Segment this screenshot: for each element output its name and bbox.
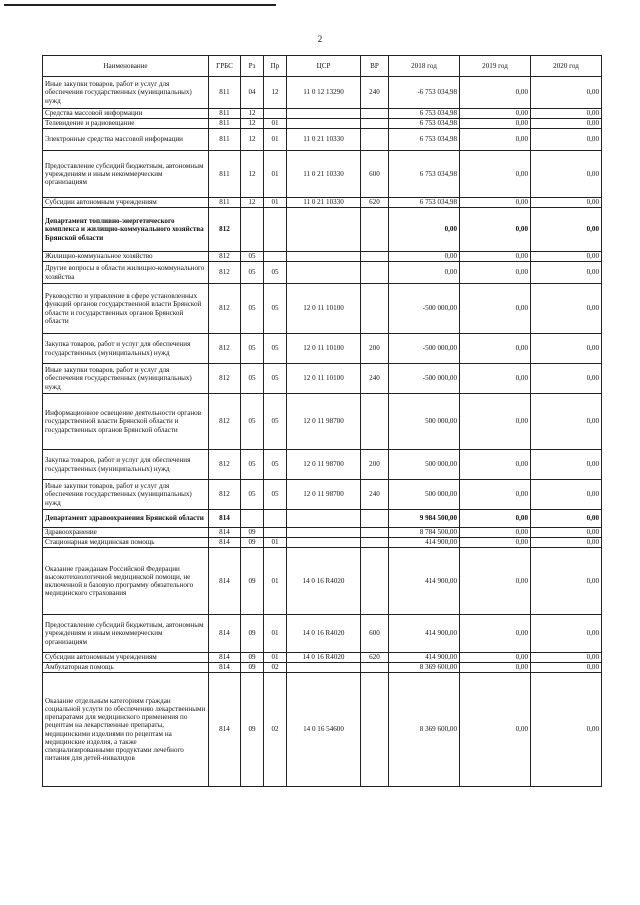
cell-csr: 11 0 21 10330 [287,198,361,208]
cell-name: Предоставление субсидий бюджетным, автономным учреждениям и иным некоммерческим организациям [43,615,209,653]
cell-csr: 14 0 16 R4020 [287,653,361,663]
cell-name: Субсидии автономным учреждениям [43,198,209,208]
cell-y2020: 0,00 [531,548,602,615]
cell-y2019: 0,00 [460,528,531,538]
cell-csr [287,262,361,284]
table-row [43,548,602,615]
cell-y2018: 6 753 034,98 [389,119,460,129]
cell-y2020: 0,00 [531,653,602,663]
cell-vr [361,538,389,548]
cell-y2018: 8 369 600,00 [389,673,460,787]
cell-y2019: 0,00 [460,673,531,787]
cell-y2020: 0,00 [531,480,602,510]
cell-grbs: 814 [209,615,241,653]
cell-pr: 02 [264,673,287,787]
cell-pr: 01 [264,653,287,663]
cell-y2019: 0,00 [460,109,531,119]
cell-csr: 14 0 16 R4020 [287,548,361,615]
cell-vr: 200 [361,450,389,480]
cell-csr: 12 0 11 10100 [287,284,361,334]
cell-grbs: 812 [209,334,241,364]
cell-pr [264,510,287,528]
cell-y2018: 0,00 [389,252,460,262]
cell-y2019: 0,00 [460,262,531,284]
col-header-name: Наименование [43,56,209,77]
cell-csr: 12 0 11 98700 [287,394,361,450]
cell-name: Закупка товаров, работ и услуг для обеспечения государственных (муниципальных) нужд [43,450,209,480]
cell-name: Информационное освещение деятельности органов государственной власти Брянской области и государственных органов Брянской области [43,394,209,450]
cell-y2018: 6 753 034,98 [389,198,460,208]
col-header-grbs: ГРБС [209,56,241,77]
cell-y2019: 0,00 [460,450,531,480]
cell-rz: 09 [241,538,264,548]
cell-csr: 11 0 21 10330 [287,129,361,151]
cell-y2018: 9 984 500,00 [389,510,460,528]
table-row [43,334,602,364]
cell-y2018: 6 753 034,98 [389,109,460,119]
cell-name: Предоставление субсидий бюджетным, автономным учреждениям и иным некоммерческим организациям [43,151,209,198]
cell-rz: 05 [241,252,264,262]
cell-name: Оказание гражданам Российской Федерации высокотехнологичной медицинской помощи, не включенной в базовую программу обязательного медицинского страхования [43,548,209,615]
cell-name: Оказание отдельным категориям граждан социальной услуги по обеспечению лекарственными препаратами для медицинского применения по рецептам на лекарственные препараты, медицинскими изделиями по рецептам на медицинские изделия, а также специализированными продуктами лечебного питания для детей-инвалидов [43,673,209,787]
cell-csr [287,119,361,129]
cell-pr [264,208,287,252]
cell-pr: 05 [264,450,287,480]
cell-y2020: 0,00 [531,262,602,284]
cell-csr [287,538,361,548]
table-row [43,663,602,673]
cell-grbs: 811 [209,109,241,119]
cell-pr [264,252,287,262]
col-header-2020: 2020 год [531,56,602,77]
cell-rz: 09 [241,548,264,615]
cell-rz: 09 [241,663,264,673]
cell-pr: 05 [264,262,287,284]
cell-rz: 05 [241,284,264,334]
cell-y2019: 0,00 [460,151,531,198]
cell-vr: 600 [361,151,389,198]
cell-rz: 05 [241,450,264,480]
cell-y2020: 0,00 [531,77,602,109]
header-row [43,56,602,77]
table-row [43,77,602,109]
cell-grbs: 814 [209,673,241,787]
table-row [43,119,602,129]
top-rule [4,4,276,6]
cell-pr: 05 [264,394,287,450]
cell-vr [361,129,389,151]
cell-y2018: 6 753 034,98 [389,151,460,198]
cell-rz: 04 [241,77,264,109]
cell-grbs: 814 [209,528,241,538]
cell-rz: 09 [241,653,264,663]
table-row [43,450,602,480]
cell-grbs: 812 [209,262,241,284]
cell-y2019: 0,00 [460,198,531,208]
cell-pr: 12 [264,77,287,109]
cell-grbs: 812 [209,208,241,252]
cell-csr: 12 0 11 10100 [287,334,361,364]
cell-name: Стационарная медицинская помощь [43,538,209,548]
cell-rz: 12 [241,151,264,198]
cell-rz: 05 [241,364,264,394]
cell-y2020: 0,00 [531,129,602,151]
cell-vr: 200 [361,334,389,364]
table-row [43,480,602,510]
cell-y2018: 500 000,00 [389,394,460,450]
cell-rz: 09 [241,615,264,653]
cell-pr [264,528,287,538]
cell-y2020: 0,00 [531,208,602,252]
cell-csr [287,510,361,528]
cell-csr: 11 0 21 10330 [287,151,361,198]
table-row [43,538,602,548]
cell-y2019: 0,00 [460,548,531,615]
cell-y2018: 414 900,00 [389,615,460,653]
cell-grbs: 812 [209,364,241,394]
cell-y2020: 0,00 [531,673,602,787]
cell-rz: 05 [241,262,264,284]
cell-vr [361,262,389,284]
cell-vr [361,119,389,129]
cell-csr [287,252,361,262]
cell-grbs: 812 [209,284,241,334]
cell-pr: 01 [264,151,287,198]
cell-grbs: 812 [209,450,241,480]
cell-name: Руководство и управление в сфере установленных функций органов государственной власти Брянской области и государственных органов Брянской области [43,284,209,334]
cell-vr: 240 [361,480,389,510]
cell-y2020: 0,00 [531,394,602,450]
cell-rz [241,208,264,252]
cell-name: Закупка товаров, работ и услуг для обеспечения государственных (муниципальных) нужд [43,334,209,364]
col-header-2018: 2018 год [389,56,460,77]
table-row [43,252,602,262]
table-row [43,151,602,198]
table-row [43,262,602,284]
cell-y2019: 0,00 [460,252,531,262]
cell-rz: 12 [241,119,264,129]
cell-y2020: 0,00 [531,364,602,394]
table-row [43,653,602,663]
cell-y2020: 0,00 [531,119,602,129]
cell-name: Телевидение и радиовещание [43,119,209,129]
cell-vr [361,548,389,615]
cell-grbs: 811 [209,198,241,208]
cell-rz: 12 [241,198,264,208]
cell-grbs: 814 [209,653,241,663]
col-header-csr: ЦСР [287,56,361,77]
cell-csr [287,208,361,252]
cell-name: Здравоохранение [43,528,209,538]
cell-vr: 240 [361,364,389,394]
cell-grbs: 811 [209,119,241,129]
col-header-vr: ВР [361,56,389,77]
cell-grbs: 811 [209,77,241,109]
cell-rz: 09 [241,673,264,787]
col-header-pr: Пр [264,56,287,77]
cell-y2018: -500 000,00 [389,334,460,364]
table-row [43,284,602,334]
cell-vr: 620 [361,653,389,663]
cell-rz: 05 [241,334,264,364]
cell-rz: 12 [241,129,264,151]
cell-y2018: -6 753 034,98 [389,77,460,109]
cell-csr: 14 0 16 R4020 [287,615,361,653]
cell-y2020: 0,00 [531,151,602,198]
cell-grbs: 814 [209,548,241,615]
cell-y2019: 0,00 [460,334,531,364]
page-number: 2 [317,34,323,44]
cell-grbs: 811 [209,151,241,198]
table-row [43,528,602,538]
cell-y2019: 0,00 [460,615,531,653]
table-row [43,208,602,252]
cell-name: Иные закупки товаров, работ и услуг для обеспечения государственных (муниципальных) нужд [43,364,209,394]
cell-csr: 11 0 12 13290 [287,77,361,109]
cell-grbs: 811 [209,129,241,151]
table-row [43,394,602,450]
cell-y2019: 0,00 [460,480,531,510]
cell-vr [361,673,389,787]
cell-pr: 01 [264,129,287,151]
cell-y2018: 8 369 600,00 [389,663,460,673]
cell-y2019: 0,00 [460,510,531,528]
cell-pr: 02 [264,663,287,673]
cell-vr [361,109,389,119]
cell-vr [361,394,389,450]
cell-vr: 600 [361,615,389,653]
cell-csr: 14 0 16 54600 [287,673,361,787]
cell-vr [361,663,389,673]
cell-rz [241,510,264,528]
cell-y2020: 0,00 [531,334,602,364]
cell-vr [361,528,389,538]
cell-pr: 01 [264,548,287,615]
cell-y2018: 500 000,00 [389,450,460,480]
cell-y2020: 0,00 [531,252,602,262]
table-body [43,77,602,787]
cell-grbs: 812 [209,394,241,450]
cell-y2020: 0,00 [531,284,602,334]
cell-rz: 12 [241,109,264,119]
cell-pr: 05 [264,364,287,394]
cell-y2018: 0,00 [389,262,460,284]
cell-vr [361,284,389,334]
cell-y2018: 414 900,00 [389,548,460,615]
cell-y2019: 0,00 [460,394,531,450]
cell-rz: 05 [241,394,264,450]
cell-name: Департамент здравоохранения Брянской области [43,510,209,528]
cell-csr: 12 0 11 98700 [287,480,361,510]
cell-grbs: 814 [209,538,241,548]
cell-y2019: 0,00 [460,538,531,548]
cell-rz: 09 [241,528,264,538]
cell-y2020: 0,00 [531,510,602,528]
table-row [43,510,602,528]
cell-csr [287,528,361,538]
cell-grbs: 814 [209,663,241,673]
cell-y2018: -500 000,00 [389,284,460,334]
cell-y2019: 0,00 [460,284,531,334]
cell-csr [287,663,361,673]
cell-name: Жилищно-коммунальное хозяйство [43,252,209,262]
cell-y2018: 8 784 500,00 [389,528,460,538]
cell-y2020: 0,00 [531,538,602,548]
cell-name: Субсидии автономным учреждениям [43,653,209,663]
cell-grbs: 812 [209,252,241,262]
cell-y2019: 0,00 [460,129,531,151]
cell-name: Департамент топливно-энергетического комплекса и жилищно-коммунального хозяйства Брянской области [43,208,209,252]
cell-pr: 05 [264,334,287,364]
cell-name: Средства массовой информации [43,109,209,119]
table-row [43,673,602,787]
cell-y2018: 414 900,00 [389,653,460,663]
cell-y2018: 6 753 034,98 [389,129,460,151]
cell-y2020: 0,00 [531,663,602,673]
cell-pr: 05 [264,480,287,510]
table-row [43,198,602,208]
table-row [43,615,602,653]
cell-y2020: 0,00 [531,615,602,653]
cell-y2018: 500 000,00 [389,480,460,510]
cell-y2018: 0,00 [389,208,460,252]
cell-name: Иные закупки товаров, работ и услуг для обеспечения государственных (муниципальных) нужд [43,480,209,510]
cell-vr: 240 [361,77,389,109]
table-row [43,109,602,119]
col-header-rz: Рз [241,56,264,77]
cell-vr: 620 [361,198,389,208]
cell-name: Амбулаторная помощь [43,663,209,673]
cell-pr [264,109,287,119]
cell-y2018: -500 000,00 [389,364,460,394]
cell-y2020: 0,00 [531,450,602,480]
cell-csr [287,109,361,119]
cell-vr [361,510,389,528]
cell-y2019: 0,00 [460,663,531,673]
cell-name: Другие вопросы в области жилищно-коммунального хозяйства [43,262,209,284]
cell-pr: 01 [264,198,287,208]
cell-name: Иные закупки товаров, работ и услуг для обеспечения государственных (муниципальных) нужд [43,77,209,109]
cell-y2020: 0,00 [531,198,602,208]
cell-y2019: 0,00 [460,208,531,252]
table-row [43,129,602,151]
col-header-2019: 2019 год [460,56,531,77]
cell-pr: 01 [264,538,287,548]
cell-y2018: 414 900,00 [389,538,460,548]
cell-vr [361,252,389,262]
cell-y2020: 0,00 [531,109,602,119]
cell-y2019: 0,00 [460,77,531,109]
cell-vr [361,208,389,252]
cell-pr: 05 [264,284,287,334]
cell-csr: 12 0 11 98700 [287,450,361,480]
cell-y2019: 0,00 [460,364,531,394]
cell-y2020: 0,00 [531,528,602,538]
cell-pr: 01 [264,615,287,653]
cell-name: Электронные средства массовой информации [43,129,209,151]
cell-y2019: 0,00 [460,119,531,129]
cell-grbs: 812 [209,480,241,510]
cell-csr: 12 0 11 10100 [287,364,361,394]
cell-grbs: 814 [209,510,241,528]
cell-rz: 05 [241,480,264,510]
cell-pr: 01 [264,119,287,129]
cell-y2019: 0,00 [460,653,531,663]
budget-table [42,55,602,787]
table-row [43,364,602,394]
